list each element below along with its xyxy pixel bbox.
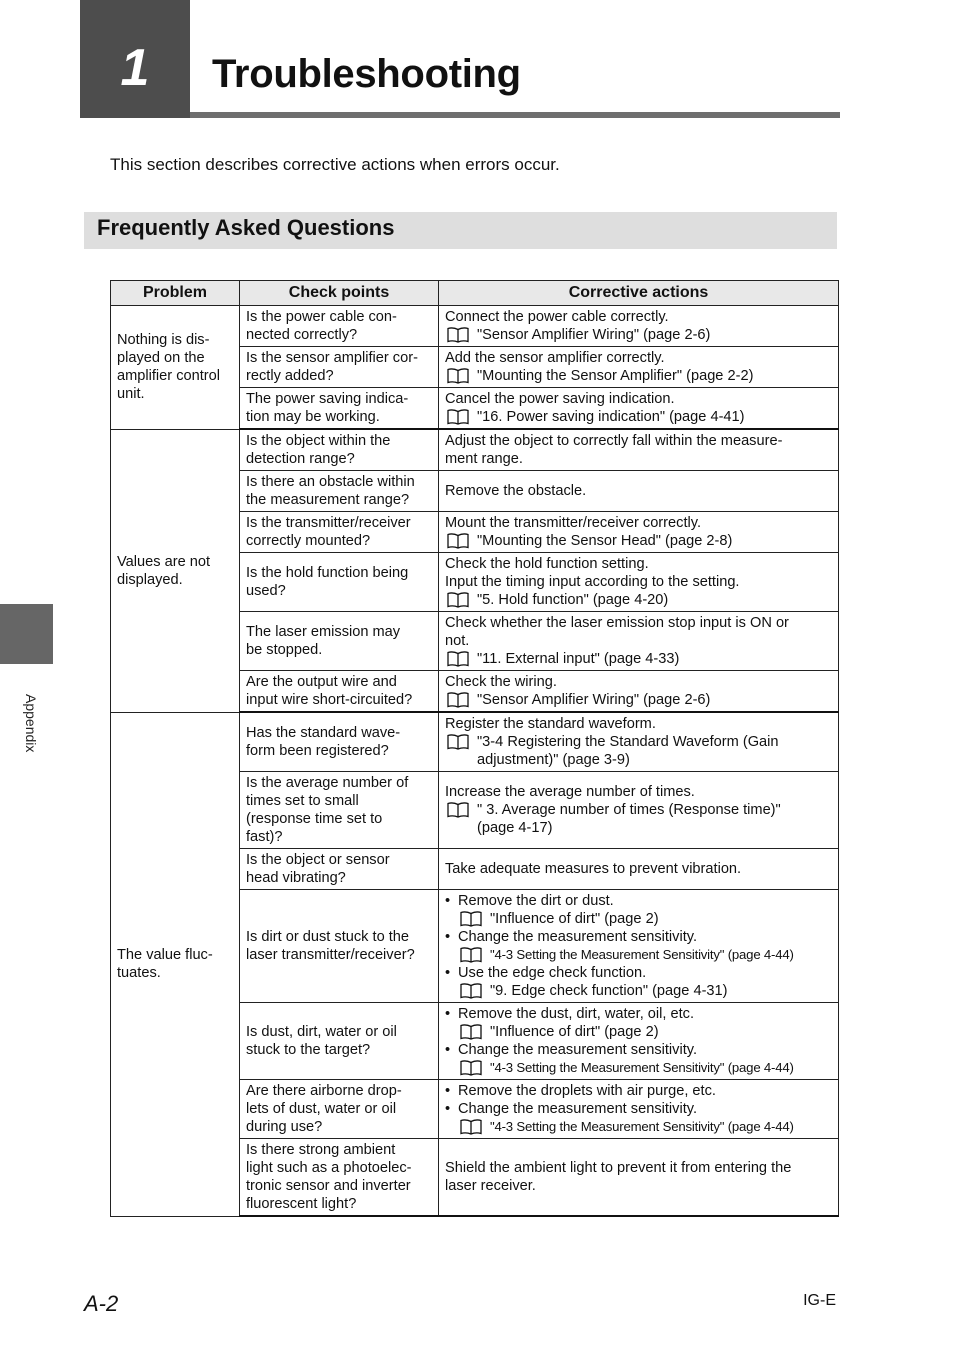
page-number: A-2 — [84, 1291, 119, 1316]
problem-cell — [111, 712, 240, 1216]
check-point-text: Is the object or sensor head vibrating? — [246, 852, 390, 886]
reference-text: "Sensor Amplifier Wiring" (page 2-6) — [477, 692, 711, 708]
table-row — [111, 306, 839, 347]
check-point-cell — [240, 890, 439, 1003]
problem-text: The value fluc- tuates. — [117, 947, 213, 981]
check-point-text: Is dirt or dust stuck to the laser transmitter/receiver? — [246, 929, 415, 963]
action-text: Add the sensor amplifier correctly. — [445, 350, 665, 366]
corrective-action-cell — [439, 772, 839, 849]
reference-text: "4-3 Setting the Measurement Sensitivity" (page 4-44) — [490, 1119, 794, 1134]
reference-text: "9. Edge check function" (page 4-31) — [490, 983, 728, 999]
reference-text: "Mounting the Sensor Head" (page 2-8) — [477, 533, 733, 549]
check-point-cell — [240, 612, 439, 671]
check-point-cell — [240, 772, 439, 849]
reference-text: "Influence of dirt" (page 2) — [490, 1024, 659, 1040]
reference-link — [445, 408, 832, 426]
chapter-number-block — [80, 0, 190, 118]
reference-link — [445, 532, 832, 550]
action-text: Register the standard waveform. — [445, 716, 656, 732]
book-reference-icon — [447, 327, 469, 343]
book-reference-icon — [460, 1024, 482, 1040]
check-point-cell — [240, 1003, 439, 1080]
check-point-cell — [240, 306, 439, 347]
action-text: Check the hold function setting. — [445, 556, 649, 572]
bullet-item: • Remove the dust, dirt, water, oil, etc. — [445, 1005, 832, 1023]
faq-table — [110, 280, 839, 1217]
column-header-corrective-actions: Corrective actions — [439, 281, 839, 306]
book-reference-icon — [447, 533, 469, 549]
check-point-cell — [240, 388, 439, 430]
corrective-action-cell — [439, 512, 839, 553]
corrective-action-cell — [439, 671, 839, 713]
reference-link — [445, 910, 832, 928]
reference-text: "Mounting the Sensor Amplifier" (page 2-2) — [477, 368, 754, 384]
corrective-action-cell — [439, 849, 839, 890]
book-reference-icon — [447, 409, 469, 425]
bullet-item: • Use the edge check function. — [445, 964, 832, 982]
action-text: Increase the average number of times. — [445, 784, 695, 800]
book-reference-icon — [460, 983, 482, 999]
check-point-text: Are the output wire and input wire short-circuited? — [246, 674, 413, 708]
check-point-text: Is the power cable con- nected correctly? — [246, 309, 397, 343]
book-reference-icon — [460, 947, 482, 963]
action-text: Cancel the power saving indication. — [445, 391, 675, 407]
table-row — [111, 712, 839, 772]
reference-link — [445, 982, 832, 1000]
table-header-row — [111, 281, 839, 306]
bullet-item: • Change the measurement sensitivity. — [445, 1041, 832, 1059]
book-reference-icon — [447, 368, 469, 384]
book-reference-icon — [460, 1119, 482, 1135]
column-header-problem: Problem — [111, 281, 240, 306]
check-point-text: Is the average number of times set to small (response time set to fast)? — [246, 775, 409, 845]
reference-link — [445, 650, 832, 668]
check-point-text: Is the transmitter/receiver correctly mounted? — [246, 515, 411, 549]
corrective-action-cell — [439, 347, 839, 388]
document-id: IG-E — [803, 1292, 836, 1309]
reference-link — [445, 733, 832, 769]
reference-text: "16. Power saving indication" (page 4-41) — [477, 409, 745, 425]
reference-text: "Sensor Amplifier Wiring" (page 2-6) — [477, 327, 711, 343]
check-point-text: Is dust, dirt, water or oil stuck to the target? — [246, 1024, 397, 1058]
intro-text: This section describes corrective actions when errors occur. — [110, 155, 560, 174]
check-point-text: Is the hold function being used? — [246, 565, 409, 599]
corrective-action-cell — [439, 388, 839, 430]
side-tab-label: Appendix — [23, 694, 39, 753]
reference-text: " 3. Average number of times (Response time)" (page 4-17) — [477, 802, 781, 836]
check-point-cell — [240, 471, 439, 512]
action-text: Shield the ambient light to prevent it from entering the laser receiver. — [445, 1160, 792, 1194]
corrective-action-cell — [439, 612, 839, 671]
reference-text: "5. Hold function" (page 4-20) — [477, 592, 669, 608]
book-reference-icon — [447, 651, 469, 667]
corrective-action-cell — [439, 712, 839, 772]
column-header-check-points: Check points — [240, 281, 439, 306]
check-point-text: Is there an obstacle within the measurement range? — [246, 474, 415, 508]
action-text: Take adequate measures to prevent vibration. — [445, 861, 742, 877]
check-point-cell — [240, 429, 439, 471]
book-reference-icon — [447, 592, 469, 608]
check-point-cell — [240, 1139, 439, 1217]
check-point-text: The laser emission may be stopped. — [246, 624, 401, 658]
reference-text: "4-3 Setting the Measurement Sensitivity" (page 4-44) — [490, 1060, 794, 1075]
reference-link — [445, 801, 832, 837]
corrective-action-cell — [439, 1003, 839, 1080]
check-point-text: Are there airborne drop- lets of dust, water or oil during use? — [246, 1083, 402, 1135]
check-point-cell — [240, 553, 439, 612]
bullet-item: • Change the measurement sensitivity. — [445, 1100, 832, 1118]
check-point-cell — [240, 512, 439, 553]
corrective-action-cell — [439, 471, 839, 512]
action-text: Input the timing input according to the setting. — [445, 574, 740, 590]
reference-link — [445, 946, 832, 964]
check-point-cell — [240, 712, 439, 772]
book-reference-icon — [460, 1060, 482, 1076]
check-point-text: Is the object within the detection range? — [246, 433, 391, 467]
book-reference-icon — [447, 692, 469, 708]
corrective-action-cell — [439, 429, 839, 471]
check-point-cell — [240, 347, 439, 388]
side-tab — [0, 604, 53, 664]
reference-link — [445, 591, 832, 609]
bullet-item: • Remove the dirt or dust. — [445, 892, 832, 910]
action-text: Adjust the object to correctly fall within the measure- ment range. — [445, 433, 783, 467]
book-reference-icon — [447, 734, 469, 750]
action-text: Check the wiring. — [445, 674, 557, 690]
problem-text: Nothing is dis- played on the amplifier control unit. — [117, 332, 221, 403]
problem-text: Values are not displayed. — [117, 553, 211, 588]
check-point-text: Is the sensor amplifier cor- rectly added? — [246, 350, 418, 384]
check-point-text: The power saving indica- tion may be working. — [246, 391, 409, 425]
reference-link — [445, 326, 832, 344]
reference-link — [445, 1023, 832, 1041]
action-text: Check whether the laser emission stop input is ON or not. — [445, 615, 789, 649]
reference-text: "11. External input" (page 4-33) — [477, 651, 680, 667]
corrective-action-cell — [439, 553, 839, 612]
check-point-cell — [240, 671, 439, 713]
reference-text: "3-4 Registering the Standard Waveform (Gain adjustment)" (page 3-9) — [477, 734, 779, 768]
bullet-item: • Change the measurement sensitivity. — [445, 928, 832, 946]
action-text: Remove the obstacle. — [445, 483, 587, 499]
bullet-item: • Remove the droplets with air purge, etc. — [445, 1082, 832, 1100]
reference-link — [445, 1118, 832, 1136]
problem-cell — [111, 306, 240, 430]
check-point-text: Is there strong ambient light such as a photoelec- tronic sensor and inverter fluorescent light? — [246, 1142, 412, 1212]
check-point-text: Has the standard wave- form been registered? — [246, 725, 401, 759]
section-title: Frequently Asked Questions — [97, 215, 395, 240]
check-point-cell — [240, 1080, 439, 1139]
reference-text: "4-3 Setting the Measurement Sensitivity" (page 4-44) — [490, 947, 794, 962]
book-reference-icon — [447, 802, 469, 818]
reference-link — [445, 367, 832, 385]
page-title: Troubleshooting — [212, 52, 521, 96]
section-header — [84, 212, 837, 249]
check-point-cell — [240, 849, 439, 890]
problem-cell — [111, 429, 240, 712]
action-text: Mount the transmitter/receiver correctly. — [445, 515, 702, 531]
reference-text: "Influence of dirt" (page 2) — [490, 911, 659, 927]
reference-link — [445, 691, 832, 709]
action-text: Connect the power cable correctly. — [445, 309, 669, 325]
corrective-action-cell — [439, 306, 839, 347]
reference-link — [445, 1059, 832, 1077]
book-reference-icon — [460, 911, 482, 927]
corrective-action-cell — [439, 1080, 839, 1139]
chapter-title-rule — [190, 112, 840, 118]
corrective-action-cell — [439, 890, 839, 1003]
table-row — [111, 429, 839, 471]
chapter-number: 1 — [120, 39, 150, 97]
corrective-action-cell — [439, 1139, 839, 1217]
